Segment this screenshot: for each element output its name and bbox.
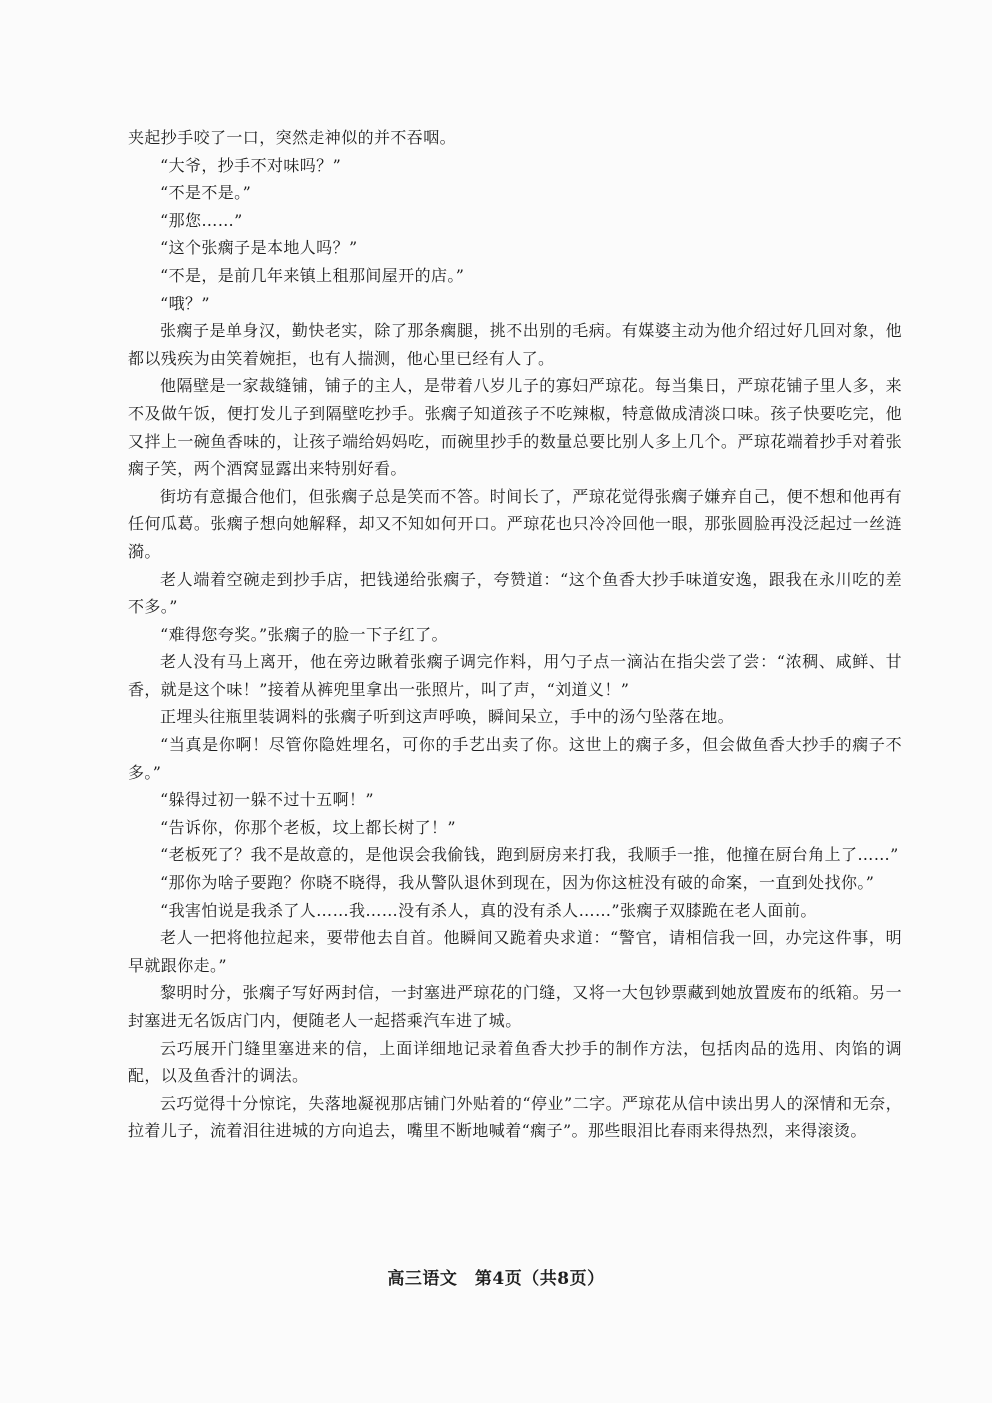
body-text [128, 124, 902, 1145]
paragraph-5: “这个张瘸子是本地人吗？” [160, 238, 358, 258]
paragraph-7: “哦？” [160, 293, 210, 313]
paragraph-11: 老人端着空碗走到抄手店，把钱递给张瘸子，夸赞道：“这个鱼香大抄手味道安逸，跟我在永川吃的差不多。” [128, 569, 902, 617]
page-footer: 高三语文 第4页（共8页） [387, 1269, 605, 1289]
paragraph-3: “不是不是。” [160, 183, 252, 203]
paragraph-14: 正埋头往瓶里装调料的张瘸子听到这声呼唤，瞬间呆立，手中的汤勺坠落在地。 [160, 707, 735, 727]
paragraph-20: “我害怕说是我杀了人……我……没有杀人，真的没有杀人……”张瘸子双膝跪在老人面前。 [160, 900, 817, 920]
paragraph-19: “那你为啥子要跑？你晓不晓得，我从警队退休到现在，因为你这桩没有破的命案，一直到处找你。” [160, 873, 875, 893]
paragraph-15: “当真是你啊！尽管你隐姓埋名，可你的手艺出卖了你。这世上的瘸子多，但会做鱼香大抄手的瘸子不多。” [128, 735, 902, 782]
paragraph-17: “告诉你，你那个老板，坟上都长树了！” [160, 817, 456, 837]
paragraph-16: “躲得过初一躲不过十五啊！” [160, 790, 374, 810]
paragraph-6: “不是，是前几年来镇上租那间屋开的店。” [160, 265, 465, 285]
paragraph-8: 张瘸子是单身汉，勤快老实，除了那条瘸腿，挑不出别的毛病。有媒婆主动为他介绍过好几回对象，他都以残疾为由笑着婉拒，也有人揣测，他心里已经有人了。 [128, 321, 902, 368]
paragraph-21: 老人一把将他拉起来，要带他去自首。他瞬间又跪着央求道：“警官，请相信我一回，办完这件事，明早就跟你走。” [128, 928, 902, 975]
paragraph-24: 云巧觉得十分惊诧，失落地凝视那店铺门外贴着的“停业”二字。严琼花从信中读出男人的深情和无奈，拉着儿子，流着泪往进城的方向追去，嘴里不断地喊着“瘸子”。那些眼泪比春雨来得热烈，来得滚烫。 [128, 1093, 902, 1141]
paragraph-10: 街坊有意撮合他们，但张瘸子总是笑而不答。时间长了，严琼花觉得张瘸子嫌弃自己，便不想和他再有任何瓜葛。张瘸子想向她解释，却又不知如何开口。严琼花也只冷冷回他一眼，那张圆脸再没泛起过一丝涟漪。 [128, 486, 902, 561]
paragraph-2: “大爷，抄手不对味吗？” [160, 155, 342, 175]
paragraph-18: “老板死了？我不是故意的，是他误会我偷钱，跑到厨房来打我，我顺手一推，他撞在厨台角上了……” [160, 845, 899, 865]
paragraph-1: 夹起抄手咬了一口，突然走神似的并不吞咽。 [128, 128, 457, 147]
paragraph-22: 黎明时分，张瘸子写好两封信，一封塞进严琼花的门缝，又将一大包钞票藏到她放置废布的纸箱。另一封塞进无名饭店门内，便随老人一起搭乘汽车进了城。 [128, 983, 902, 1030]
paragraph-12: “难得您夸奖。”张瘸子的脸一下子红了。 [160, 624, 448, 644]
paragraph-13: 老人没有马上离开，他在旁边瞅着张瘸子调完作料，用勺子点一滴沾在指尖尝了尝：“浓稠、咸鲜、甘香，就是这个味！”接着从裤兜里拿出一张照片，叫了声，“刘道义！” [128, 652, 902, 699]
paragraph-4: “那您……” [160, 210, 243, 230]
paragraph-9: 他隔壁是一家裁缝铺，铺子的主人，是带着八岁儿子的寡妇严琼花。每当集日，严琼花铺子里人多，来不及做午饭，便打发儿子到隔壁吃抄手。张瘸子知道孩子不吃辣椒，特意做成清淡口味。孩子快要吃完，他又拌上一碗鱼香味的，让孩子端给妈妈吃，而碗里抄手的数量总要比别人多上几个。严琼花端着抄手对着张瘸子笑，两个酒窝显露出来特别好看。 [128, 376, 902, 479]
paragraph-23: 云巧展开门缝里塞进来的信，上面详细地记录着鱼香大抄手的制作方法，包括肉品的选用、肉馅的调配，以及鱼香汁的调法。 [128, 1038, 902, 1086]
